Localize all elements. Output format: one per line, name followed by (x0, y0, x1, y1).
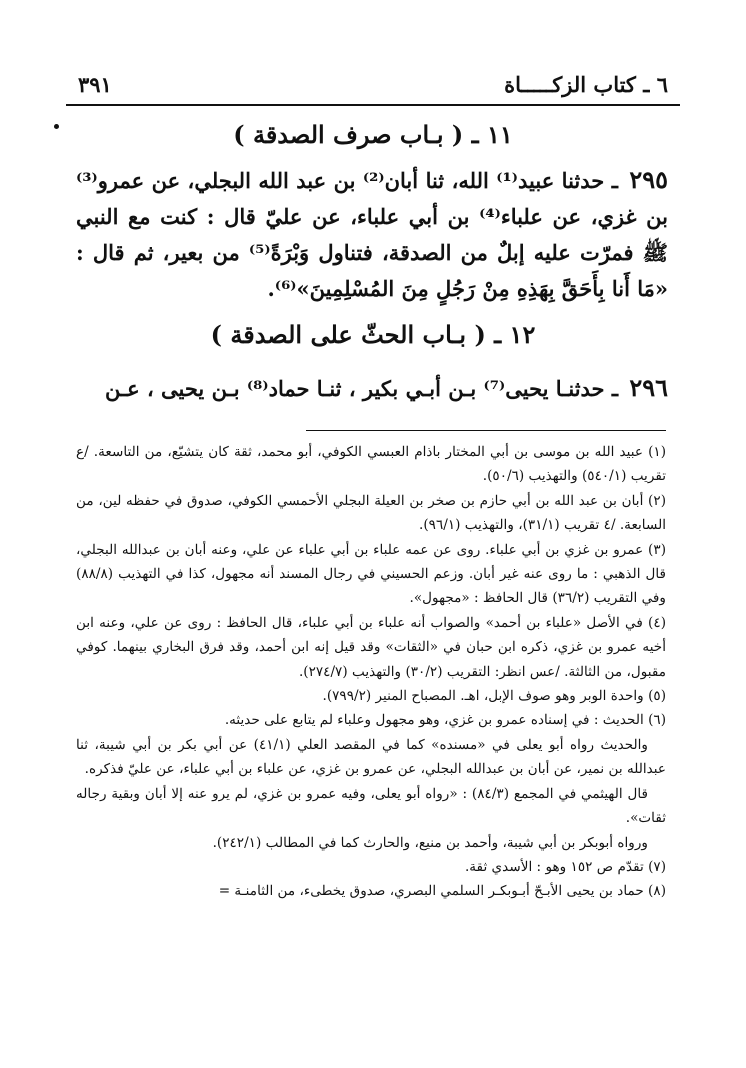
hadith-295-number: ٢٩٥ (629, 165, 669, 194)
chapter-12-heading: ١٢ ـ ( بـاب الحثّ على الصدقة ) (210, 320, 536, 349)
footnote-6: (٦) الحديث : في إسناده عمرو بن غزي، وهو مجهول وعلباء لم يتابع على حديثه. (224, 712, 666, 729)
hadith-295-text: ـ حدثنا عبيد⁽¹⁾ الله، ثنا أبان⁽²⁾ بن عبد الله البجلي، عن عمرو⁽³⁾ بن غزي، عن علباء⁽⁴⁾ بن أبي علباء، عن عليّ قال : كنت مع النبي ﷺ فمرّت عليه إبلٌ من الصدقة، فتناول وَبْرَةً⁽⁵⁾ من بعير، ثم قال : «مَا أَنا بِأَحَقَّ بِهَذِهِ مِنْ رَجُلٍ مِنَ المُسْلِمِينَ»⁽⁶⁾. (76, 168, 668, 301)
header-rule (66, 104, 680, 106)
footnote-6-continued-1: والحديث رواه أبو يعلى في «مسنده» كما في المقصد العلي (٤١/١) عن أبي بكر بن أبي شيبة، ثنا عبدالله بن نمير، عن أبان بن عبدالله البجلي، عن عمرو بن غزي، عن علباء بن أبي علباء، عن عليّ فذكره. (76, 736, 666, 778)
hadith-296-number: ٢٩٦ (629, 373, 668, 402)
page-number: ٣٩١ (78, 71, 112, 97)
footnotes (76, 440, 666, 904)
footnote-rule (306, 430, 666, 431)
chapter-title: ٦ ـ كتاب الزكـــــاة (504, 71, 668, 97)
footnote-7: (٧) تقدّم ص ١٥٢ وهو : الأسدي ثقة. (464, 858, 666, 875)
footnote-8: (٨) حماد بن يحيى الأبـحّ أبـوبكـر السلمي البصري، صدوق يخطىء، من الثامنـة = (218, 883, 666, 900)
margin-dot (54, 124, 59, 129)
footnote-3: (٣) عمرو بن غزي بن أبي علباء. روى عن عمه علباء بن أبي علباء عن علي، وعنه أبان بن عبدالله البجلي، قال الذهبي : ما روى عنه غير أبان. وزعم الحسيني في رجال المسند أنه مجهول، كذا في التهذيب (٨٨/٨) وفي التقريب (٣٦/٢) قال الحافظ : «مجهول». (76, 541, 666, 607)
footnote-6-continued-3: ورواه أبوبكر بن أبي شيبة، وأحمد بن منيع، والحارث كما في المطالب (٢٤٢/١). (212, 834, 648, 851)
footnote-1: (١) عبيد الله بن موسى بن أبي المختار باذام العبسي الكوفي، أبو محمد، ثقة كان يتشيّع، من التاسعة. /ع تقريب (٥٤٠/١) والتهذيب (٥٠/٦). (76, 444, 666, 485)
hadith-295 (76, 162, 668, 307)
hadith-296-text: ـ حدثنـا يحيى⁽⁷⁾ بـن أبـي بكير ، ثنـا حماد⁽⁸⁾ بـن يحيى ، عـن (104, 376, 619, 401)
footnote-4: (٤) في الأصل «علباء بن أحمد» والصواب أنه علباء بن أبي علباء، قال الحافظ : روى عن علي، وعنه ابن أخيه عمرو بن غزي، ذكره ابن حبان في «الثقات» وقد قيل إنه ابن أحمد، وقد فرق البخاري بينهما. كوفي مقبول، من الثالثة. /عس انظر: التقريب (٣٠/٢) والتهذيب (٢٧٤/٧). (76, 614, 666, 680)
footnote-2: (٢) أبان بن عبد الله بن أبي حازم بن صخر بن العيلة البجلي الأحمسي الكوفي، صدوق في حفظه لين، من السابعة. /٤ تقريب (٣١/١)، والتهذيب (٩٦/١). (76, 492, 666, 534)
footnote-6-continued-2: قال الهيثمي في المجمع (٨٤/٣) : «رواه أبو يعلى، وفيه عمرو بن غزي، لم يرو عنه إلا أبان وبقية رجاله ثقات». (76, 785, 666, 827)
footnote-5: (٥) واحدة الوبر وهو صوف الإبل، اهـ. المصباح المنير (٧٩٩/٢). (322, 688, 666, 705)
chapter-11-heading: ١١ ـ ( بـاب صرف الصدقة ) (233, 120, 513, 149)
hadith-296 (76, 370, 668, 407)
page-header (78, 66, 668, 102)
